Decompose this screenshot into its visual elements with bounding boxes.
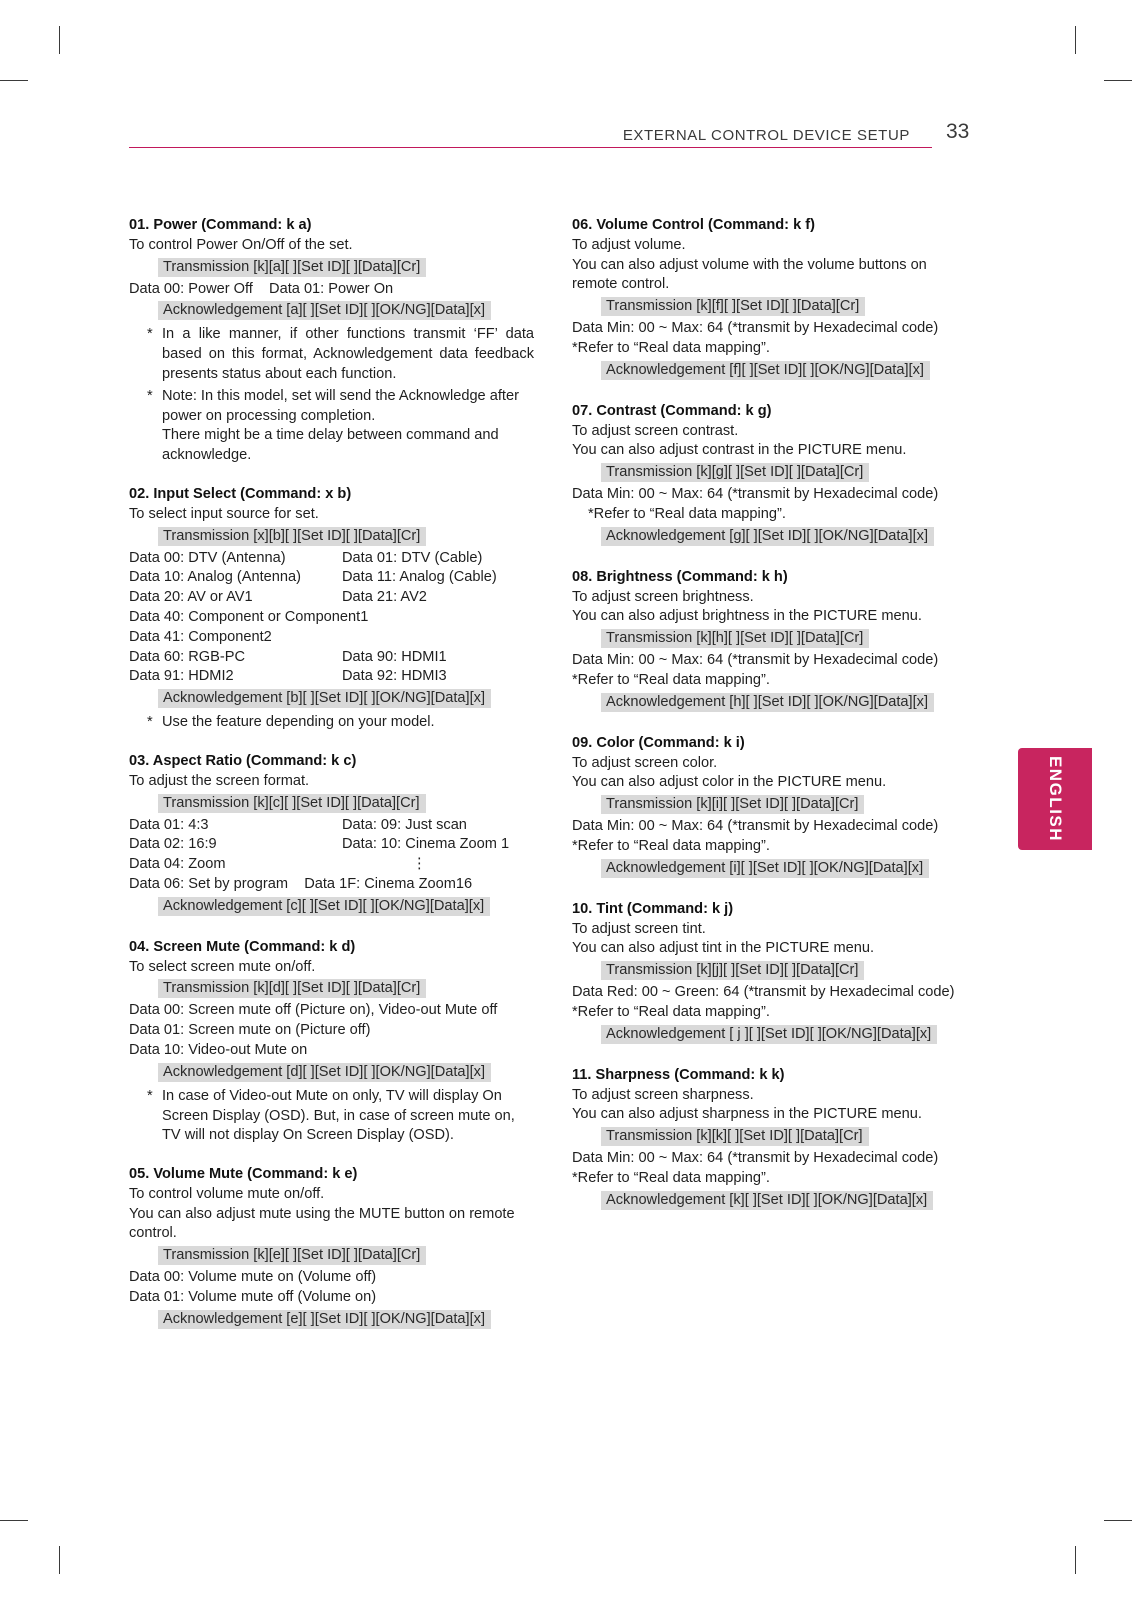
data-cell: Data 02: 16:9 [129,836,217,853]
data-cell: Data 90: HDMI1 [342,648,447,665]
transmission-command: Transmission [k][k][ ][Set ID][ ][Data][Cr] [601,1127,869,1146]
header-rule [129,147,932,148]
data-cell: Data 11: Analog (Cable) [342,569,497,586]
data-cell: Data: 10: Cinema Zoom 1 [342,836,510,853]
footnote-text: There might be a time delay between command and acknowledge. [162,427,499,464]
data-row [129,648,534,668]
data-cell: Data 20: AV or AV1 [129,589,253,606]
acknowledgement-command: Acknowledgement [f][ ][Set ID][ ][OK/NG][Data][x] [601,361,930,380]
transmission-command: Transmission [k][j][ ][Set ID][ ][Data][Cr] [601,961,864,980]
data-row [129,667,534,687]
crop-mark [1075,26,1076,54]
section-heading: 05. Volume Mute (Command: k e) [129,1166,358,1183]
section-description: To adjust screen contrast. [572,422,739,439]
footnote: * In a like manner, if other functions transmit ‘FF’ data based on this format, Acknowledgement data feedback presents status about each function. [129,325,534,384]
section-tint [572,900,976,1047]
footnote-text: In a like manner, if other functions transmit ‘FF’ data based on this format, Acknowledgement data feedback presents status about each function. [162,326,534,382]
page-number: 33 [946,120,970,143]
section-description: You can also adjust mute using the MUTE button on remote control. [129,1205,515,1242]
reference-note: *Refer to “Real data mapping”. [588,505,786,522]
section-heading: 03. Aspect Ratio (Command: k c) [129,752,357,769]
data-row [129,568,534,588]
data-line: Data Min: 00 ~ Max: 64 (*transmit by Hexadecimal code) [572,818,939,835]
section-description: To adjust screen color. [572,754,718,771]
data-cell: Data 91: HDMI2 [129,668,234,685]
footnote: * Note: In this model, set will send the Acknowledge after power on processing completion. There might be a time delay between command and acknowledge. [129,387,534,466]
reference-note: *Refer to “Real data mapping”. [572,339,770,356]
section-description: You can also adjust sharpness in the PICTURE menu. [572,1106,922,1123]
reference-note: *Refer to “Real data mapping”. [572,671,770,688]
language-tab [1018,748,1092,850]
acknowledgement-command: Acknowledgement [h][ ][Set ID][ ][OK/NG][Data][x] [601,693,934,712]
data-row [129,855,534,875]
data-line: Data Min: 00 ~ Max: 64 (*transmit by Hexadecimal code) [572,320,939,337]
crop-mark [1104,1520,1132,1521]
data-line: Data 41: Component2 [129,628,272,645]
data-line: Data 00: Volume mute on (Volume off) [129,1269,377,1286]
transmission-command: Transmission [k][e][ ][Set ID][ ][Data][Cr] [158,1246,426,1265]
section-description: You can also adjust color in the PICTURE menu. [572,774,887,791]
transmission-command: Transmission [k][a][ ][Set ID][ ][Data][Cr] [158,258,426,277]
acknowledgement-command: Acknowledgement [i][ ][Set ID][ ][OK/NG][Data][x] [601,859,929,878]
acknowledgement-command: Acknowledgement [ j ][ ][Set ID][ ][OK/NG][Data][x] [601,1025,937,1044]
footnote: * Use the feature depending on your model. [129,713,534,733]
data-line: Data Min: 00 ~ Max: 64 (*transmit by Hexadecimal code) [572,652,939,669]
data-row [129,549,534,569]
transmission-command: Transmission [k][d][ ][Set ID][ ][Data][Cr] [158,979,426,998]
data-cell: Data 04: Zoom [129,856,226,873]
transmission-command: Transmission [k][g][ ][Set ID][ ][Data][Cr] [601,463,869,482]
section-power [129,216,534,466]
data-cell: Data 60: RGB-PC [129,648,245,665]
transmission-command: Transmission [k][c][ ][Set ID][ ][Data][Cr] [158,794,426,813]
crop-mark [1104,80,1132,81]
acknowledgement-command: Acknowledgement [k][ ][Set ID][ ][OK/NG][Data][x] [601,1191,933,1210]
right-column [572,216,976,1232]
data-cell: Data 00: DTV (Antenna) [129,549,286,566]
data-cell: Data 01: 4:3 [129,816,209,833]
acknowledgement-command: Acknowledgement [a][ ][Set ID][ ][OK/NG][Data][x] [158,301,491,320]
left-column [129,216,534,1351]
section-brightness [572,568,976,715]
acknowledgement-command: Acknowledgement [d][ ][Set ID][ ][OK/NG][Data][x] [158,1063,491,1082]
data-line: Data 01: Screen mute on (Picture off) [129,1022,371,1039]
transmission-command: Transmission [k][i][ ][Set ID][ ][Data][Cr] [601,795,864,814]
section-description: To adjust volume. [572,236,686,253]
section-heading: 04. Screen Mute (Command: k d) [129,938,356,955]
data-cell: ⋮ [412,856,427,873]
section-heading: 10. Tint (Command: k j) [572,900,734,917]
acknowledgement-command: Acknowledgement [c][ ][Set ID][ ][OK/NG][Data][x] [158,897,490,916]
reference-note: *Refer to “Real data mapping”. [572,1003,770,1020]
crop-mark [1075,1546,1076,1574]
data-cell: Data 21: AV2 [342,589,427,606]
section-heading: 06. Volume Control (Command: k f) [572,217,815,233]
section-description: To adjust the screen format. [129,772,310,789]
acknowledgement-command: Acknowledgement [g][ ][Set ID][ ][OK/NG][Data][x] [601,527,934,546]
transmission-command: Transmission [k][h][ ][Set ID][ ][Data][Cr] [601,629,869,648]
data-line: Data 00: Screen mute off (Picture on), Video-out Mute off [129,1002,498,1019]
crop-mark [0,1520,28,1521]
section-input-select [129,485,534,733]
section-description: To select input source for set. [129,505,319,522]
data-cell: Data 92: HDMI3 [342,668,447,685]
crop-mark [59,1546,60,1574]
footnote: * In case of Video-out Mute on only, TV will display On Screen Display (OSD). But, in case of screen mute on, TV will not display On Screen Display (OSD). [129,1087,534,1146]
data-row [129,588,534,608]
section-sharpness [572,1066,976,1213]
section-heading: 07. Contrast (Command: k g) [572,402,772,419]
section-screen-mute [129,938,534,1146]
crop-mark [59,26,60,54]
data-line: Data 06: Set by program Data 1F: Cinema Zoom16 [129,875,473,892]
page-header [0,120,1132,150]
data-line: Data 40: Component or Component1 [129,608,369,625]
section-description: To select screen mute on/off. [129,958,316,975]
section-heading: 11. Sharpness (Command: k k) [572,1066,785,1083]
section-description: You can also adjust volume with the volume buttons on remote control. [572,256,927,293]
data-cell: Data: 09: Just scan [342,816,467,833]
data-row [129,816,534,836]
section-description: To adjust screen sharpness. [572,1086,754,1103]
acknowledgement-command: Acknowledgement [e][ ][Set ID][ ][OK/NG][Data][x] [158,1310,491,1329]
section-heading: 01. Power (Command: k a) [129,217,312,233]
data-line: Data 01: Volume mute off (Volume on) [129,1289,377,1306]
data-line: Data Min: 00 ~ Max: 64 (*transmit by Hexadecimal code) [572,486,939,503]
section-description: To control volume mute on/off. [129,1185,325,1202]
reference-note: *Refer to “Real data mapping”. [572,1169,770,1186]
header-title: EXTERNAL CONTROL DEVICE SETUP [622,127,910,144]
data-line: Data 10: Video-out Mute on [129,1041,308,1058]
language-tab-label: ENGLISH [1046,755,1065,843]
section-aspect-ratio [129,752,534,919]
footnote-text: Use the feature depending on your model. [162,714,435,731]
footnote-text: Note: In this model, set will send the Acknowledge after power on processing completion. [162,387,519,424]
data-line: Data Red: 00 ~ Green: 64 (*transmit by Hexadecimal code) [572,984,955,1001]
section-description: To control Power On/Off of the set. [129,236,353,253]
section-contrast [572,402,976,549]
reference-note: *Refer to “Real data mapping”. [572,837,770,854]
data-row [129,835,534,855]
section-volume-mute [129,1165,534,1332]
section-heading: 02. Input Select (Command: x b) [129,485,352,502]
acknowledgement-command: Acknowledgement [b][ ][Set ID][ ][OK/NG][Data][x] [158,689,491,708]
section-color [572,734,976,881]
section-description: You can also adjust brightness in the PICTURE menu. [572,608,922,625]
section-description: To adjust screen tint. [572,920,706,937]
footnote-text: In case of Video-out Mute on only, TV will display On Screen Display (OSD). But, in case of screen mute on, TV will not display On Screen Display (OSD). [162,1087,515,1144]
data-cell: Data 01: DTV (Cable) [342,549,483,566]
section-description: To adjust screen brightness. [572,588,754,605]
section-description: You can also adjust tint in the PICTURE menu. [572,940,875,957]
section-volume-control [572,216,976,383]
data-line: Data Min: 00 ~ Max: 64 (*transmit by Hexadecimal code) [572,1150,939,1167]
crop-mark [0,80,28,81]
data-line: Data 00: Power Off Data 01: Power On [129,280,394,297]
section-heading: 08. Brightness (Command: k h) [572,568,788,585]
data-cell: Data 10: Analog (Antenna) [129,569,302,586]
transmission-command: Transmission [x][b][ ][Set ID][ ][Data][Cr] [158,527,426,546]
section-description: You can also adjust contrast in the PICTURE menu. [572,442,907,459]
section-heading: 09. Color (Command: k i) [572,734,745,751]
transmission-command: Transmission [k][f][ ][Set ID][ ][Data][Cr] [601,297,865,316]
